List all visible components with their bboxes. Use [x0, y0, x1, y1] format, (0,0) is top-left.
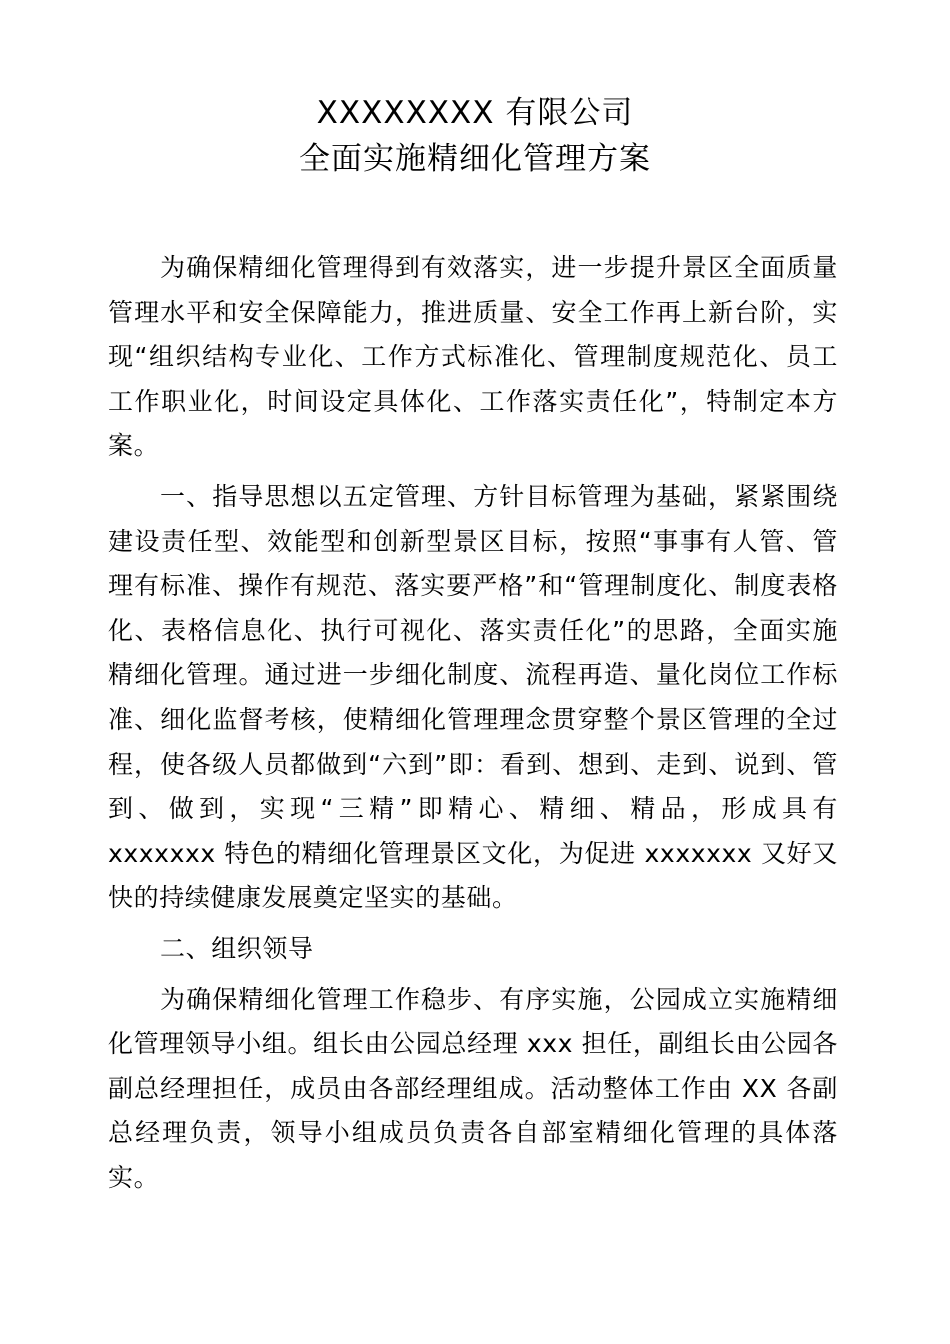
document-body [108, 246, 838, 1206]
organization-paragraph: 为确保精细化管理工作稳步、有序实施，公园成立实施精细化管理领导小组。组长由公园总经理 xxx 担任，副组长由公园各副总经理担任，成员由各部经理组成。活动整体工作由 XX 各副总经理负责，领导小组成员负责各自部室精细化管理的具体落实。 [108, 984, 838, 1192]
intro-paragraph: 为确保精细化管理得到有效落实，进一步提升景区全面质量管理水平和安全保障能力，推进质量、安全工作再上新台阶，实现“组织结构专业化、工作方式标准化、管理制度规范化、员工工作职业化，时间设定具体化、工作落实责任化”，特制定本方案。 [108, 253, 838, 461]
document-title [0, 90, 950, 182]
plan-title: 全面实施精细化管理方案 [299, 141, 651, 177]
guiding-ideology-paragraph: 一、指导思想以五定管理、方针目标管理为基础，紧紧围绕建设责任型、效能型和创新型景区目标，按照“事事有人管、管理有标准、操作有规范、落实要严格”和“管理制度化、制度表格化、表格信息化、执行可视化、落实责任化”的思路，全面实施精细化管理。通过进一步细化制度、流程再造、量化岗位工作标准、细化监督考核，使精细化管理理念贯穿整个景区管理的全过程，使各级人员都做到“六到”即：看到、想到、走到、说到、管到、做到，实现“三精”即精心、精细、精品，形成具有 xxxxxxx 特色的精细化管理景区文化，为促进 xxxxxxx 又好又快的持续健康发展奠定坚实的基础。 [108, 481, 838, 913]
section-heading-organization: 二、组织领导 [160, 933, 314, 963]
company-name-title: XXXXXXXX 有限公司 [316, 95, 634, 131]
